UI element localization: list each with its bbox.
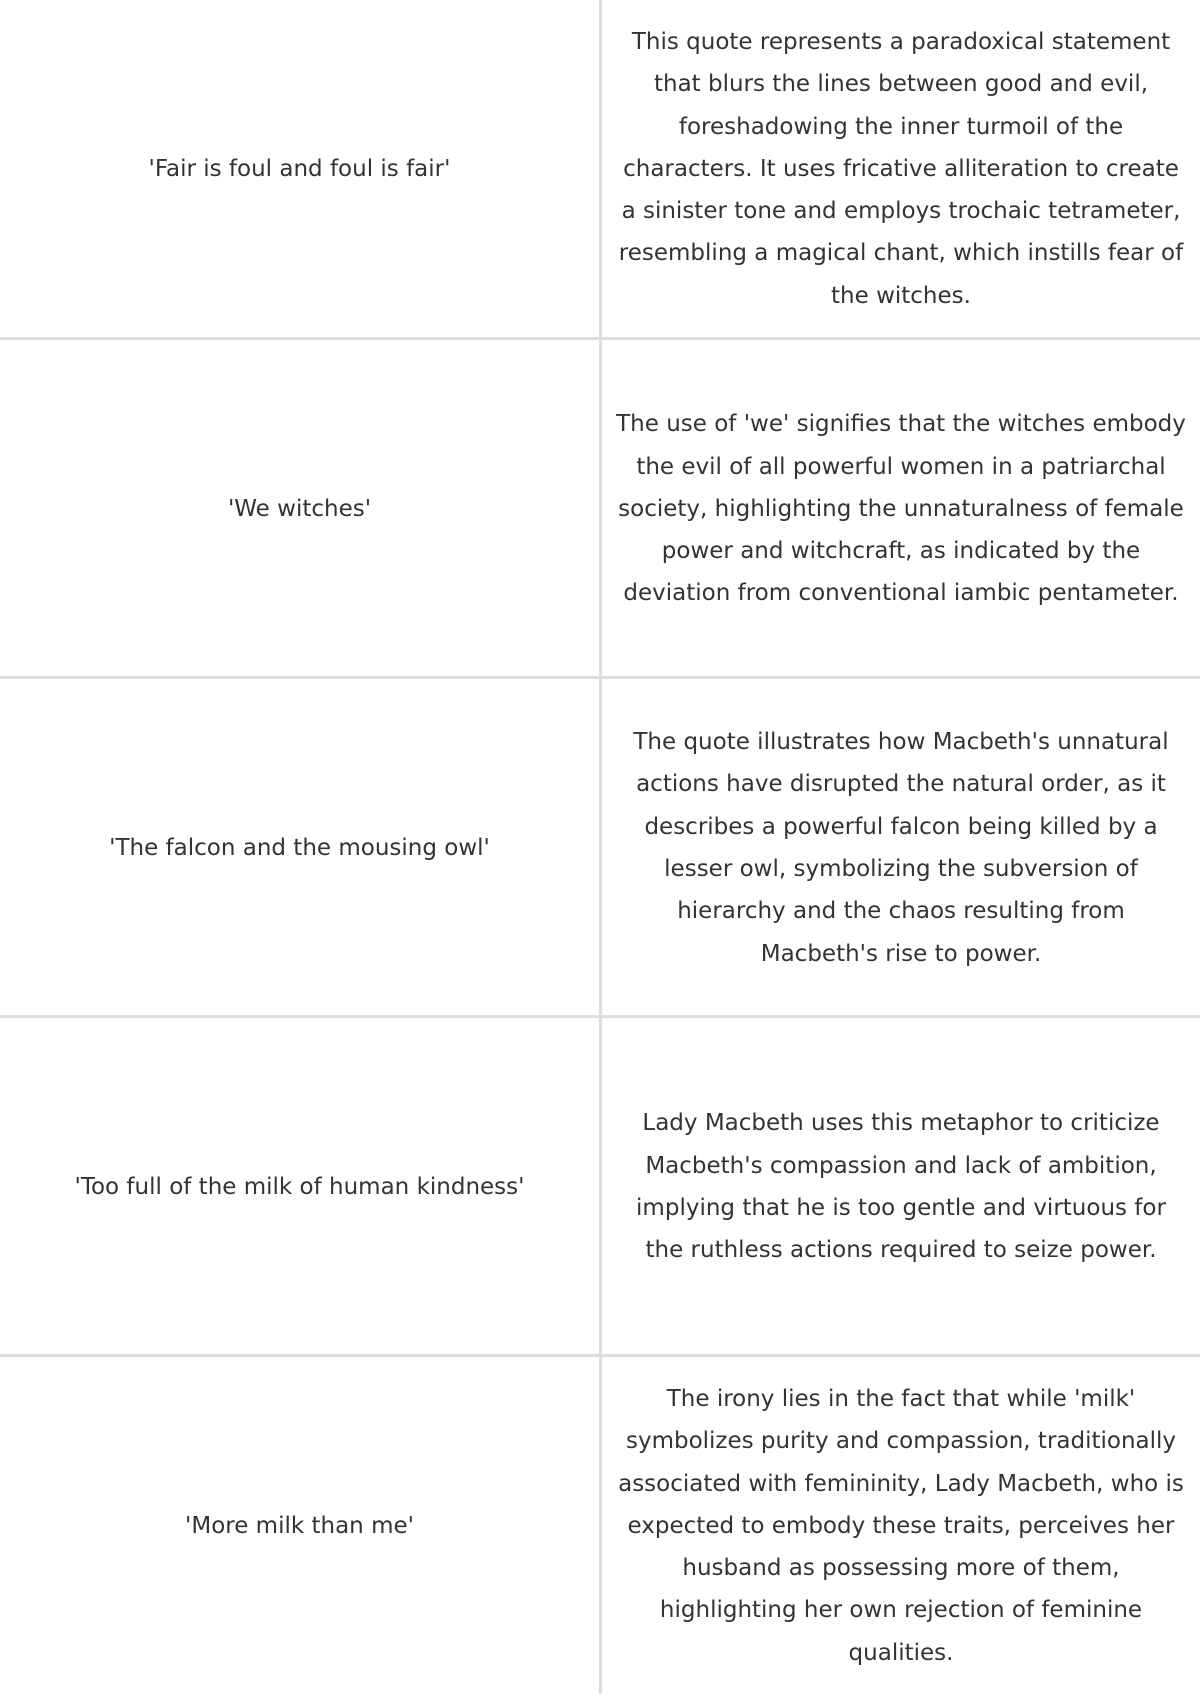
card-term: 'Fair is foul and foul is fair': [148, 156, 451, 182]
card-definition-text: The irony lies in the fact that while 'milk' symbolizes purity and compassion, traditionally associated with femininity, Lady Macbeth, who is expected to embody these traits, perceives her husband as possessing more of them, highlighting her own rejection of feminine qualities.: [618, 1385, 1184, 1666]
card-term: 'We witches': [227, 496, 372, 522]
card-definition-text: This quote represents a paradoxical statement that blurs the lines between good and evil, foreshadowing the inner turmoil of the characters. It uses fricative alliteration to create a sinister tone and employs trochaic tetrameter, resembling a magical chant, which instills fear of the witches.: [618, 28, 1184, 309]
card-definition-text: The quote illustrates how Macbeth's unnatural actions have disrupted the natural order, as it describes a powerful falcon being killed by a lesser owl, symbolizing the subversion of hierarchy and the chaos resulting from Macbeth's rise to power.: [633, 729, 1169, 967]
card-definition: [602, 1018, 1200, 1356]
card-term: 'More milk than me': [185, 1513, 414, 1539]
card-term: 'The falcon and the mousing owl': [109, 835, 490, 861]
card-definition: [602, 679, 1200, 1017]
card-definition-text: Lady Macbeth uses this metaphor to criticize Macbeth's compassion and lack of ambition, implying that he is too gentle and virtuous for the ruthless actions required to seize power.: [636, 1110, 1166, 1264]
card-definition: [602, 340, 1200, 678]
card-definition: [602, 1357, 1200, 1695]
card-definition-text: The use of 'we' signifies that the witches embody the evil of all powerful women in a patriarchal society, highlighting the unnaturalness of female power and witchcraft, as indicated by the deviation from conventional iambic pentameter.: [616, 411, 1186, 607]
card-definition: [602, 0, 1200, 338]
card-term: 'Too full of the milk of human kindness': [74, 1174, 525, 1200]
column-divider: [599, 0, 602, 1694]
